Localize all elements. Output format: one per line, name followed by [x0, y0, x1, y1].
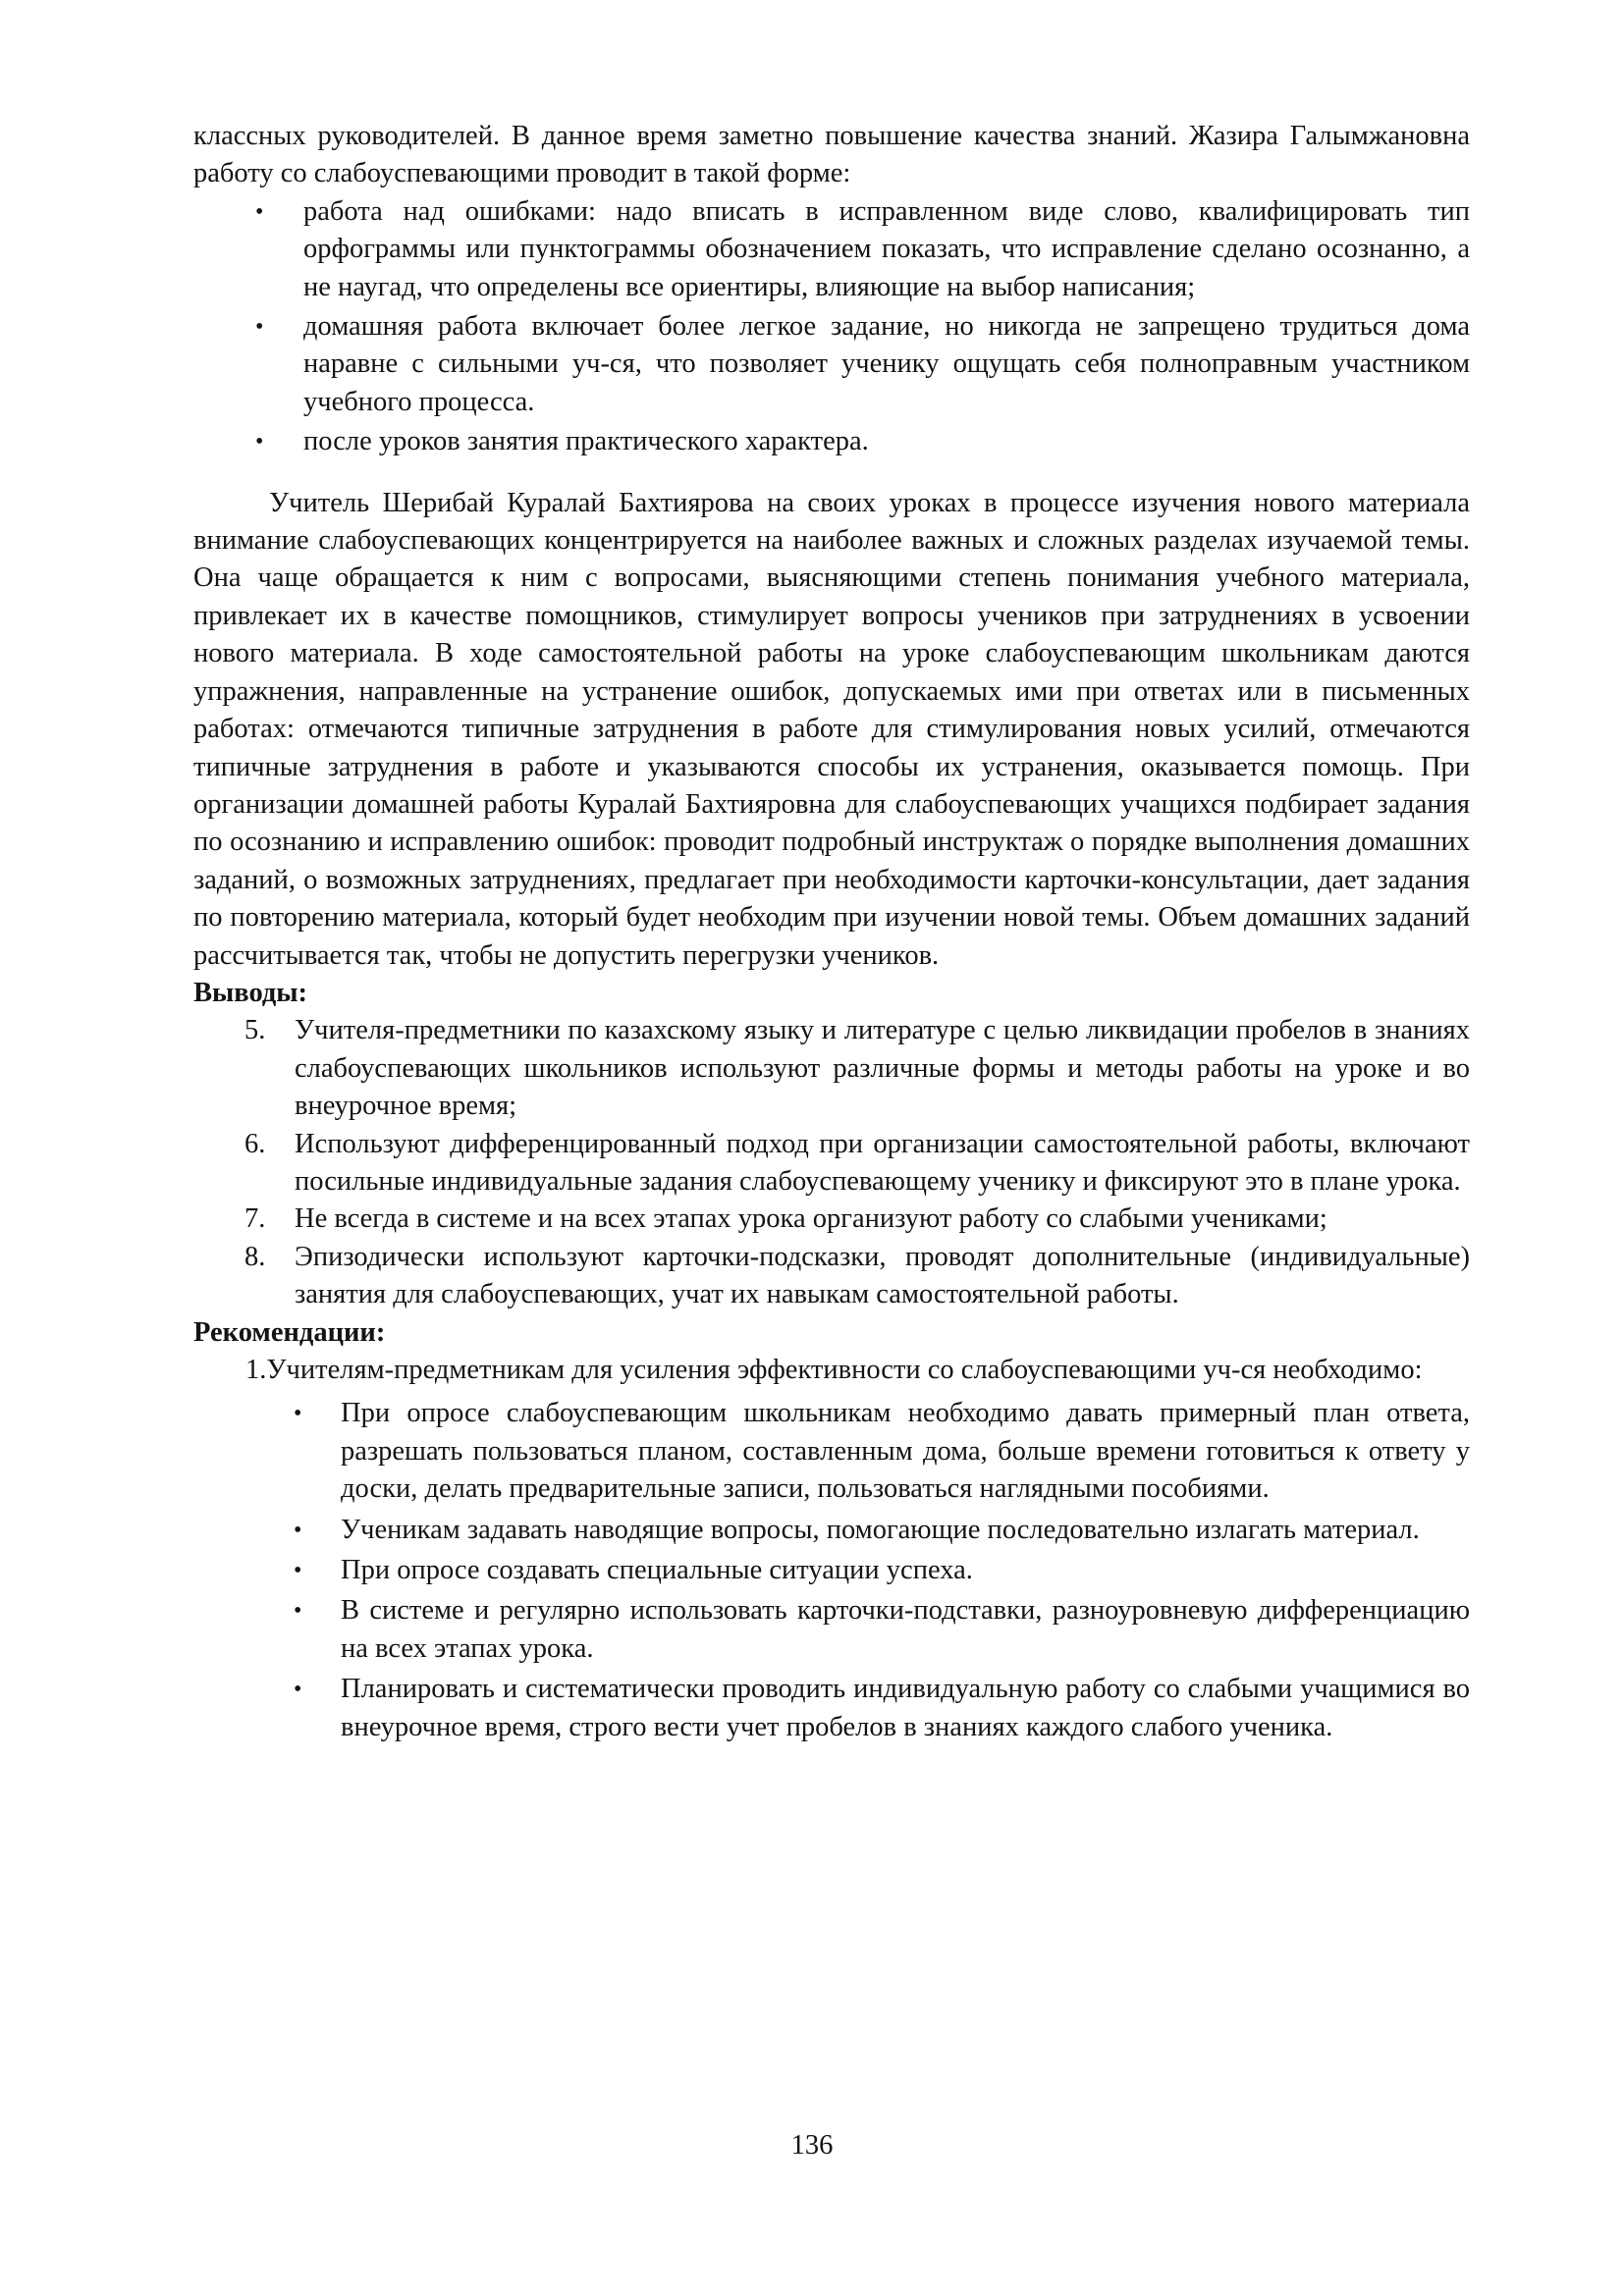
bullet-icon: • — [255, 198, 264, 225]
bullet-icon: • — [294, 1558, 302, 1584]
bullet-icon: • — [294, 1401, 302, 1427]
list-item — [193, 193, 1470, 306]
intro-bullet-list — [193, 193, 1470, 461]
list-item-text: Ученикам задавать наводящие вопросы, помогающие последовательно излагать материал. — [341, 1514, 1420, 1545]
list-item-text: работа над ошибками: надо вписать в исправленном виде слово, квалифицировать тип орфограммы или пунктограммы обозначением показать, что исправление сделано осознанно, а не наугад, что определены все ориентиры, влияющие на выбор написания; — [303, 195, 1470, 302]
bullet-icon: • — [255, 314, 264, 341]
document-page — [193, 118, 1470, 1749]
list-item — [193, 1512, 1470, 1549]
list-item-text: Учителя-предметники по казахскому языку и литературе с целью ликвидации пробелов в знаниях слабоуспевающих школьников используют различные формы и методы работы на уроке и во внеурочное время; — [295, 1015, 1470, 1122]
list-item-text: домашняя работа включает более легкое задание, но никогда не запрещено трудиться дома наравне с сильными уч-ся, что позволяет ученику ощущать себя полноправным участником учебного процесса. — [303, 311, 1470, 417]
list-item-text: после уроков занятия практического характера. — [303, 426, 869, 457]
list-item — [193, 1592, 1470, 1668]
conclusions-list — [193, 1012, 1470, 1313]
bullet-icon: • — [294, 1598, 302, 1625]
recommendations-list — [193, 1395, 1470, 1746]
item-number: 6. — [244, 1128, 266, 1159]
list-item — [193, 1126, 1470, 1201]
list-item-text: Используют дифференцированный подход при организации самостоятельной работы, включают посильные индивидуальные задания слабоуспевающему ученику и фиксируют это в плане урока. — [295, 1128, 1470, 1197]
bullet-icon: • — [255, 429, 264, 455]
list-item-text: При опросе создавать специальные ситуации успеха. — [341, 1555, 973, 1586]
list-item — [193, 1239, 1470, 1314]
list-item-text: Эпизодически используют карточки-подсказки, проводят дополнительные (индивидуальные) занятия для слабоуспевающих, учат их навыкам самостоятельной работы. — [295, 1241, 1470, 1310]
main-paragraph: Учитель Шерибай Куралай Бахтиярова на своих уроках в процессе изучения нового материала внимание слабоуспевающих концентрируется на наиболее важных и сложных разделах изучаемой темы. Она чаще обращается к ним с вопросами, выясняющими степень понимания учебного материала, привлекает их в качестве помощников, стимулирует вопросы учеников при затруднениях в усвоении нового материала. В ходе самостоятельной работы на уроке слабоуспевающим школьникам даются упражнения, направленные на устранение ошибок, допускаемых ими при ответах или в письменных работах: отмечаются типичные затруднения в работе для стимулирования новых усилий, отмечаются типичные затруднения в работе и указываются способы их устранения, оказывается помощь. При организации домашней работы Куралай Бахтияровна для слабоуспевающих учащихся подбирает задания по осознанию и исправлению ошибок: проводит подробный инструктаж о порядке выполнения домашних заданий, о возможных затруднениях, предлагает при необходимости карточки-консультации, дает задания по повторению материала, который будет необходим при изучении новой темы. Объем домашних заданий рассчитывается так, чтобы не допустить перегрузки учеников. — [193, 487, 1470, 971]
list-item — [193, 1395, 1470, 1508]
recommendations-heading: Рекомендации: — [193, 1316, 386, 1348]
list-item — [193, 1012, 1470, 1125]
list-item-text: При опросе слабоуспевающим школьникам необходимо давать примерный план ответа, разрешать пользоваться планом, составленным дома, больше времени готовиться к ответу у доски, делать предварительные записи, пользоваться наглядными пособиями. — [341, 1398, 1470, 1505]
recommendations-lead: 1.Учителям-предметникам для усиления эффективности со слабоуспевающими уч-ся необходимо: — [245, 1355, 1423, 1385]
list-item — [193, 423, 1470, 460]
list-item-text: В системе и регулярно использовать карточки-подставки, разноуровневую дифференциацию на всех этапах урока. — [341, 1595, 1470, 1664]
list-item — [193, 1201, 1470, 1238]
opening-paragraph: классных руководителей. В данное время заметно повышение качества знаний. Жазира Галымжановна работу со слабоуспевающими проводит в такой форме: — [193, 121, 1470, 189]
list-item — [193, 1671, 1470, 1746]
list-item-text: Не всегда в системе и на всех этапах урока организуют работу со слабыми учениками; — [295, 1203, 1327, 1235]
page-number: 136 — [790, 2130, 834, 2161]
bullet-icon: • — [294, 1517, 302, 1543]
list-item — [193, 1552, 1470, 1589]
bullet-icon: • — [294, 1677, 302, 1703]
item-number: 8. — [244, 1241, 266, 1272]
list-item-text: Планировать и систематически проводить индивидуальную работу со слабыми учащимися во внеурочное время, строго вести учет пробелов в знаниях каждого слабого ученика. — [341, 1674, 1470, 1742]
conclusions-heading: Выводы: — [193, 977, 308, 1008]
item-number: 5. — [244, 1015, 266, 1046]
item-number: 7. — [244, 1203, 266, 1235]
list-item — [193, 308, 1470, 421]
